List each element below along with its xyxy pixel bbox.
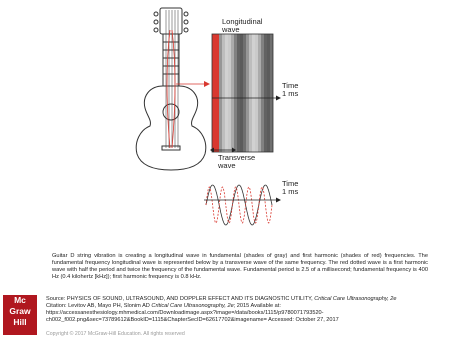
citation-prefix: Citation: Levitov AB, Mayo PH, Slonim AD bbox=[46, 303, 152, 309]
fundamental-band bbox=[234, 34, 237, 152]
citation-book: Critical Care Ultrasonography, 2e bbox=[151, 303, 234, 309]
fundamental-band bbox=[246, 34, 249, 152]
sound-hole bbox=[163, 104, 179, 120]
longitudinal-label-line1: Longitudinal bbox=[222, 17, 263, 26]
longitudinal-wave-label bbox=[222, 18, 262, 34]
fundamental-band bbox=[231, 34, 234, 152]
tuning-peg bbox=[154, 12, 158, 16]
longitudinal-wave bbox=[212, 34, 273, 152]
fundamental-band bbox=[228, 34, 231, 152]
time-label: Time bbox=[282, 179, 299, 188]
guitar-headstock bbox=[160, 8, 182, 34]
fundamental-band bbox=[255, 34, 258, 152]
fundamental-band bbox=[258, 34, 261, 152]
fundamental-band bbox=[225, 34, 228, 152]
time-axis-arrow-2 bbox=[204, 198, 281, 203]
fundamental-band bbox=[240, 34, 243, 152]
figure-caption: Guitar D string vibration is creating a longitudinal wave in fundamental (shades of gray) and first harmonic (shades of red) frequencies. The fundamental frequency longitudinal wave is represented below by a transverse wave of the same frequency. The red dotted wave is a first harmonic wave with half the period and twice the frequency of the fundamental wave. Fundamental period is 2.5 of a millisecond; fundamental frequency is 400 Hz (0.4 kilohertz [kHz]); first harmonic frequency is 0.8 kHz. bbox=[52, 253, 428, 280]
tuning-peg bbox=[154, 20, 158, 24]
time-label-bottom bbox=[282, 180, 298, 196]
time-label-top bbox=[282, 82, 298, 98]
source-book: Critical Care Ultrasonography, 2e bbox=[314, 296, 397, 302]
fundamental-band bbox=[252, 34, 255, 152]
source-citation-block bbox=[46, 296, 448, 324]
fundamental-band bbox=[270, 34, 273, 152]
fundamental-band bbox=[237, 34, 240, 152]
time-label: Time bbox=[282, 81, 299, 90]
source-prefix: Source: PHYSICS OF SOUND, ULTRASOUND, AND DOPPLER EFFECT AND ITS DIAGNOSTIC UTILITY, bbox=[46, 296, 315, 302]
time-value: 1 ms bbox=[282, 89, 299, 98]
transverse-wave-label bbox=[218, 154, 255, 170]
harmonic-band bbox=[212, 34, 219, 152]
transverse-label-line1: Transverse bbox=[218, 153, 256, 162]
citation-line[interactable] bbox=[46, 303, 448, 324]
transverse-wave-first-harmonic bbox=[206, 187, 272, 223]
source-line bbox=[46, 296, 448, 303]
copyright-notice: Copyright © 2017 McGraw-Hill Education. All rights reserved bbox=[46, 331, 185, 337]
guitar-bridge bbox=[162, 146, 180, 150]
vibrating-string bbox=[167, 30, 175, 148]
tuning-peg bbox=[154, 28, 158, 32]
fundamental-band bbox=[267, 34, 270, 152]
guitar-illustration bbox=[136, 8, 206, 170]
mcgraw-hill-logo bbox=[3, 295, 37, 335]
tuning-peg bbox=[184, 20, 188, 24]
logo-text: Graw bbox=[9, 306, 31, 316]
transverse-label-line2: wave bbox=[218, 161, 236, 170]
longitudinal-label-line2: wave bbox=[222, 25, 240, 34]
fundamental-band bbox=[261, 34, 264, 152]
fundamental-band bbox=[243, 34, 246, 152]
logo-text: Hill bbox=[13, 317, 27, 327]
fundamental-band bbox=[249, 34, 252, 152]
tuning-peg bbox=[184, 28, 188, 32]
fundamental-band bbox=[222, 34, 225, 152]
guitar-body bbox=[136, 86, 206, 170]
fundamental-band bbox=[219, 34, 222, 152]
transverse-wave-fundamental bbox=[206, 185, 272, 225]
time-value: 1 ms bbox=[282, 187, 299, 196]
citation-url[interactable]: ; 2015 Available at: https://accessanesthesiology.mhmedical.com/Downloadimage.aspx?image=/data/books/1115/p9780071793520-ch002_f002.png&sec=73789612&BookID=1115&ChapterSecID=62617702&imagename= Accessed: October 27, 2017 bbox=[46, 303, 339, 323]
logo-text: Mc bbox=[14, 295, 26, 305]
tuning-peg bbox=[184, 12, 188, 16]
fundamental-band bbox=[264, 34, 267, 152]
